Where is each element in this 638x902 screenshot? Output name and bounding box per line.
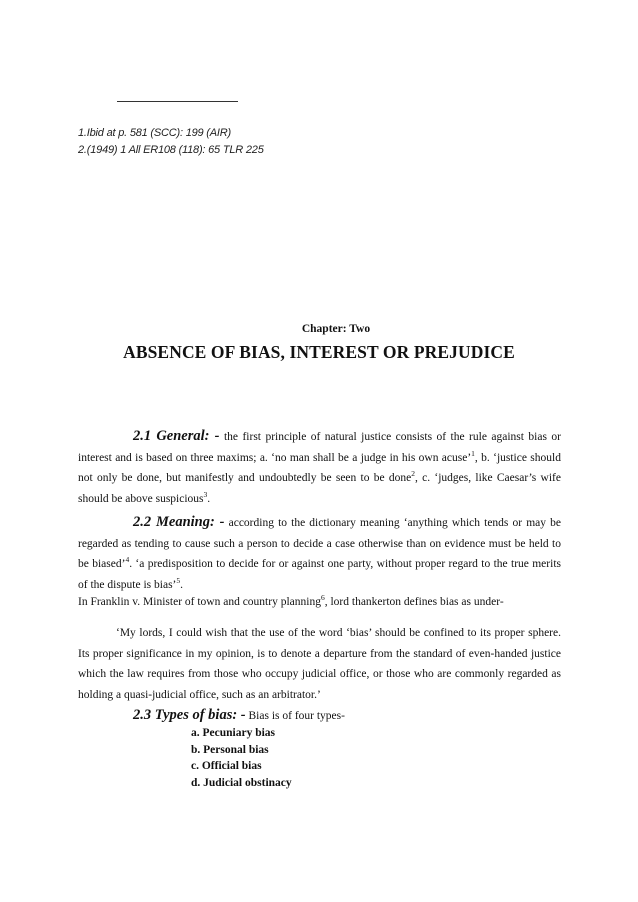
- general-text-a: the first principle of natural justice consists of the rule against bias or interest and is based on three maxims; a. ‘no man shall be a judge in his own acuse’: [78, 431, 561, 464]
- footnote-separator: [117, 101, 238, 102]
- franklin-text-b: , lord thankerton defines bias as under-: [324, 596, 504, 608]
- franklin-text-a: In Franklin v. Minister of town and country planning: [78, 596, 321, 608]
- footnote-ref-4: 4: [125, 555, 130, 565]
- general-text-b: , b. ‘justice should not only be done, but manifestly and undoubtedly be seen to be done: [78, 451, 561, 484]
- section-heading-meaning: 2.2 Meaning: -: [133, 514, 225, 530]
- section-types: [78, 705, 561, 727]
- list-item: d. Judicial obstinacy: [191, 776, 292, 789]
- franklin-paragraph: [78, 592, 561, 613]
- quote-paragraph: [78, 623, 561, 705]
- chapter-label: Chapter: Two: [301, 323, 371, 335]
- meaning-text-b: . ‘a predisposition to decide for or against one party, without proper regard to the true merits of the dispute is bias’: [78, 558, 561, 591]
- section-heading-general: 2.1 General: -: [133, 428, 220, 444]
- general-text-d: .: [207, 492, 211, 505]
- footnote-1: 1.Ibid at p. 581 (SCC): 199 (AIR): [78, 127, 231, 139]
- footnote-ref-1: 1: [471, 448, 475, 458]
- section-heading-types: 2.3 Types of bias: -: [133, 707, 246, 723]
- list-item: b. Personal bias: [191, 743, 269, 756]
- meaning-text-a: according to the dictionary meaning ‘anything which tends or may be regarded as tending to cause such a person to decide a case otherwise than on evidence must be held to be biased’: [78, 517, 561, 570]
- footnote-ref-6: 6: [320, 593, 325, 603]
- list-item: a. Pecuniary bias: [191, 727, 276, 739]
- section-general: [78, 426, 561, 509]
- footnote-ref-5: 5: [176, 575, 181, 585]
- meaning-text-c: .: [180, 578, 183, 591]
- types-intro: Bias is of four types-: [245, 710, 345, 722]
- bias-types-list: [191, 725, 292, 791]
- chapter-title: ABSENCE OF BIAS, INTEREST OR PREJUDICE: [123, 342, 515, 362]
- footnote-2: 2.(1949) 1 All ER108 (118): 65 TLR 225: [78, 144, 264, 156]
- general-text-c: , c. ‘judges, like Caesar’s wife should be above suspicious: [78, 472, 561, 505]
- footnote-ref-3: 3: [203, 489, 208, 499]
- quote-text: ‘My lords, I could wish that the use of the word ‘bias’ should be confined to its proper sphere. Its proper significance in my opinion, is to denote a departure from the standard of even-handed justice which the law requires from those who occupy judicial office, or those who are commonly regarded as holding a quasi-judicial office, such as an arbitrator.’: [78, 627, 561, 701]
- section-meaning: [78, 512, 561, 595]
- footnote-ref-2: 2: [411, 469, 415, 479]
- list-item: c. Official bias: [191, 760, 262, 772]
